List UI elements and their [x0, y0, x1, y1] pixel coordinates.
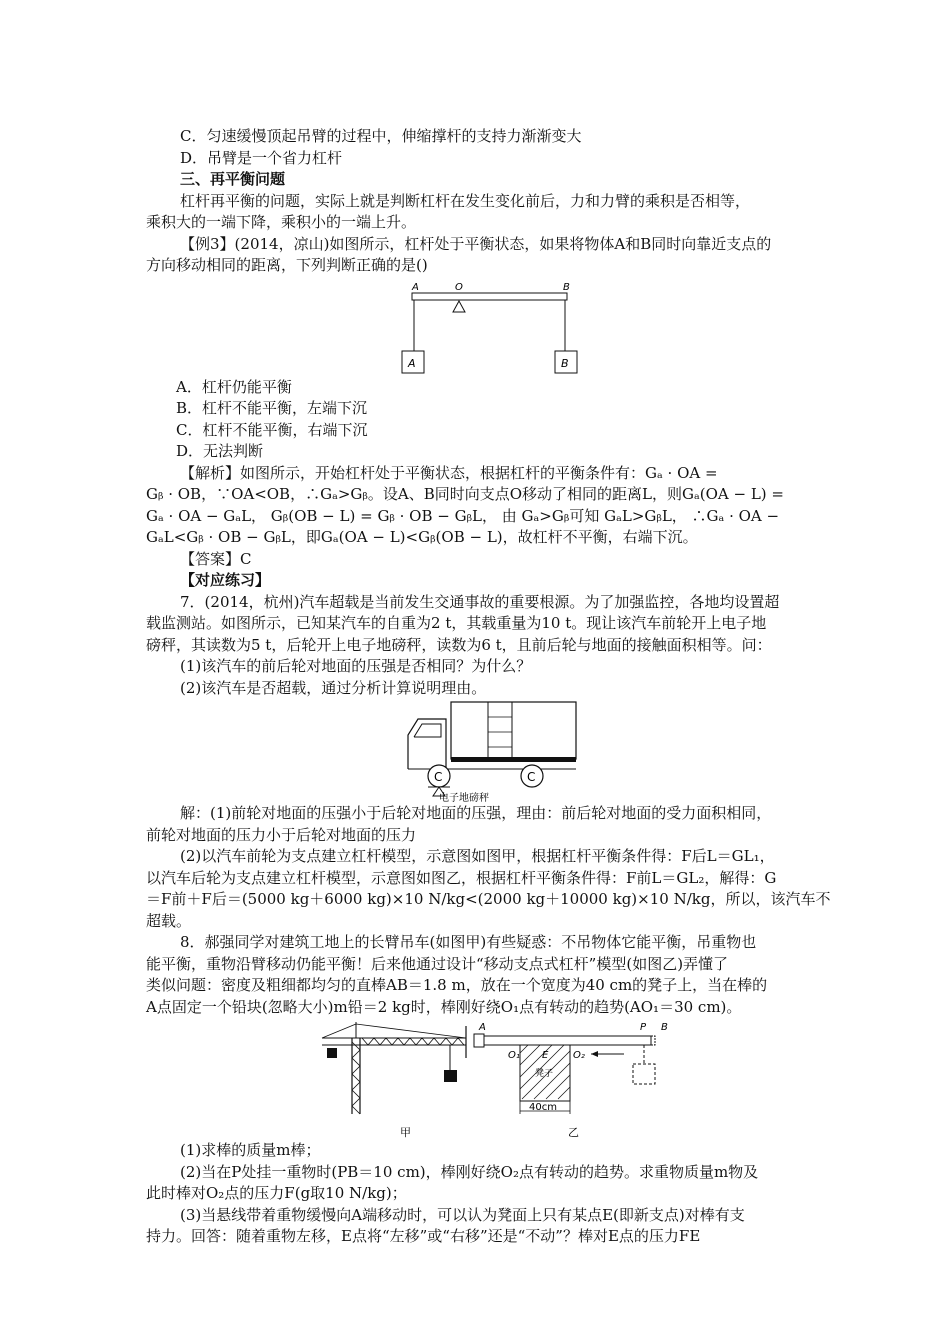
scale-label: 电子地磅秤: [439, 793, 489, 803]
lever-label-a: A: [412, 281, 419, 293]
question-8-line-1: 8．郝强同学对建筑工地上的长臂吊车(如图甲)有些疑惑：不吊物体它能平衡，吊重物也: [180, 933, 757, 951]
question-7-part-2: (2)该汽车是否超载，通过分析计算说明理由。: [180, 678, 487, 697]
point-o1-label: O₁: [508, 1050, 520, 1061]
lever-label-o: O: [455, 281, 463, 293]
solution-line-2: 前轮对地面的压力小于后轮对地面的压力: [146, 825, 417, 844]
analysis-line-4: GₐL<Gᵦ · OB − GᵦL，即Gₐ(OA − L)<Gᵦ(OB − L)，故杠杆不平衡，右端下沉。: [146, 528, 698, 546]
caption-right: 乙: [568, 1126, 579, 1139]
stool-width-label: 40cm: [529, 1102, 557, 1113]
stool-label: 凳子: [535, 1069, 554, 1079]
crane-figure: [146, 1018, 808, 1140]
arrow-left-icon: [591, 1051, 598, 1057]
truck-figure: [146, 699, 808, 803]
answer-line: 【答案】C: [180, 549, 252, 568]
option-d: D．无法判断: [176, 442, 264, 460]
question-7-part-1: (1)该汽车的前后轮对地面的压强是否相同？为什么？: [180, 657, 532, 675]
analysis-line-3: Gₐ · OA − GₐL， Gᵦ(OB − L) = Gᵦ · OB − GᵦL， 由 Gₐ>Gᵦ可知 GₐL>GᵦL， ∴Gₐ · OA −: [146, 506, 780, 525]
option-d-prev: D．吊臂是一个省力杠杆: [180, 148, 343, 167]
solution-line-1: 解：(1)前轮对地面的压强小于后轮对地面的压强，理由：前后轮对地面的受力面积相同，: [180, 804, 772, 822]
box-b-label: B: [561, 356, 569, 370]
point-b-label: B: [661, 1022, 668, 1033]
lever-label-b: B: [563, 281, 570, 293]
question-8-part-3-line-1: (3)当悬线带着重物缓慢向A端移动时，可以认为凳面上只有某点E(即新支点)对棒有支: [180, 1205, 745, 1224]
question-8-part-1: (1)求棒的质量m棒；: [180, 1141, 321, 1159]
section-heading: 三、再平衡问题: [180, 170, 286, 188]
option-a: A．杠杆仍能平衡: [176, 377, 292, 396]
front-wheel-icon: C: [434, 770, 443, 784]
question-8-line-4: A点固定一个铅块(忽略大小)m铅＝2 kg时，棒刚好绕O₁点有转动的趋势(AO₁＝30 cm)。: [146, 997, 742, 1016]
intro-line-1: 杠杆再平衡的问题，实际上就是判断杠杆在发生变化前后，力和力臂的乘积是否相等，: [180, 191, 751, 210]
point-o2-label: O₂: [573, 1050, 585, 1061]
solution-line-6: 超载。: [146, 911, 192, 930]
intro-line-2: 乘积大的一端下降，乘积小的一端上升。: [146, 213, 417, 231]
solution-line-4: 以汽车后轮为支点建立杠杆模型，示意图如图乙，根据杠杆平衡条件得：F前L＝GL₂，解得：G: [146, 868, 777, 887]
question-8-part-2-line-2: 此时棒对O₂点的压力F(g取10 N/kg)；: [146, 1184, 407, 1202]
example-3-line-2: 方向移动相同的距离，下列判断正确的是(): [146, 256, 428, 274]
question-8-part-3-line-2: 持力。回答：随着重物左移，E点将“左移”或“右移”还是“不动”？棒对E点的压力FE: [146, 1227, 701, 1245]
analysis-line-2: Gᵦ · OB，∵OA<OB，∴Gₐ>Gᵦ。设A、B同时向支点O移动了相同的距离L，则Gₐ(OA − L) =: [146, 485, 784, 503]
question-8-part-2-line-1: (2)当在P处挂一重物时(PB＝10 cm)，棒刚好绕O₂点有转动的趋势。求重物质量m物及: [180, 1162, 759, 1181]
option-c: C．杠杆不能平衡，右端下沉: [176, 420, 368, 439]
rear-wheel-icon: C: [527, 770, 536, 784]
solution-line-3: (2)以汽车前轮为支点建立杠杆模型，示意图如图甲，根据杠杆平衡条件得：F后L＝GL₁，: [180, 847, 775, 865]
option-c-prev: C．匀速缓慢顶起吊臂的过程中，伸缩撑杆的支持力渐渐变大: [180, 127, 582, 145]
point-p-label: P: [640, 1022, 647, 1033]
question-7-line-2: 载监测站。如图所示，已知某汽车的自重为2 t，其载重量为10 t。现让该汽车前轮开上电子地: [146, 614, 767, 632]
practice-heading: 【对应练习】: [180, 571, 271, 589]
caption-left: 甲: [400, 1126, 411, 1139]
lever-figure: [146, 277, 808, 377]
question-8-line-2: 能平衡，重物沿臂移动仍能平衡！后来他通过设计“移动支点式杠杆”模型(如图乙)弄懂了: [146, 954, 729, 973]
document-body: [146, 126, 831, 1248]
question-8-line-3: 类似问题：密度及粗细都均匀的直棒AB＝1.8 m，放在一个宽度为40 cm的凳子上，当在棒的: [146, 976, 768, 994]
question-7-line-1: 7．(2014，杭州)汽车超载是当前发生交通事故的重要根源。为了加强监控，各地均设置超: [180, 592, 780, 611]
solution-line-5: ＝F前＋F后＝(5000 kg＋6000 kg)×10 N/kg<(2000 kg＋10000 kg)×10 N/kg，所以，该汽车不: [146, 890, 831, 908]
fulcrum-icon: [453, 301, 465, 312]
example-3-line-1: 【例3】(2014，凉山)如图所示，杠杆处于平衡状态，如果将物体A和B同时向靠近支点的: [180, 234, 772, 253]
question-7-line-3: 磅秤，其读数为5 t，后轮开上电子地磅秤，读数为6 t，且前后轮与地面的接触面积相等。问：: [146, 635, 772, 654]
analysis-line-1: 【解析】如图所示，开始杠杆处于平衡状态，根据杠杆的平衡条件有：Gₐ · OA =: [180, 463, 718, 482]
point-e-label: E: [542, 1050, 549, 1061]
option-b: B．杠杆不能平衡，左端下沉: [176, 399, 368, 417]
box-a-label: A: [408, 356, 416, 370]
point-a-label: A: [479, 1022, 486, 1033]
